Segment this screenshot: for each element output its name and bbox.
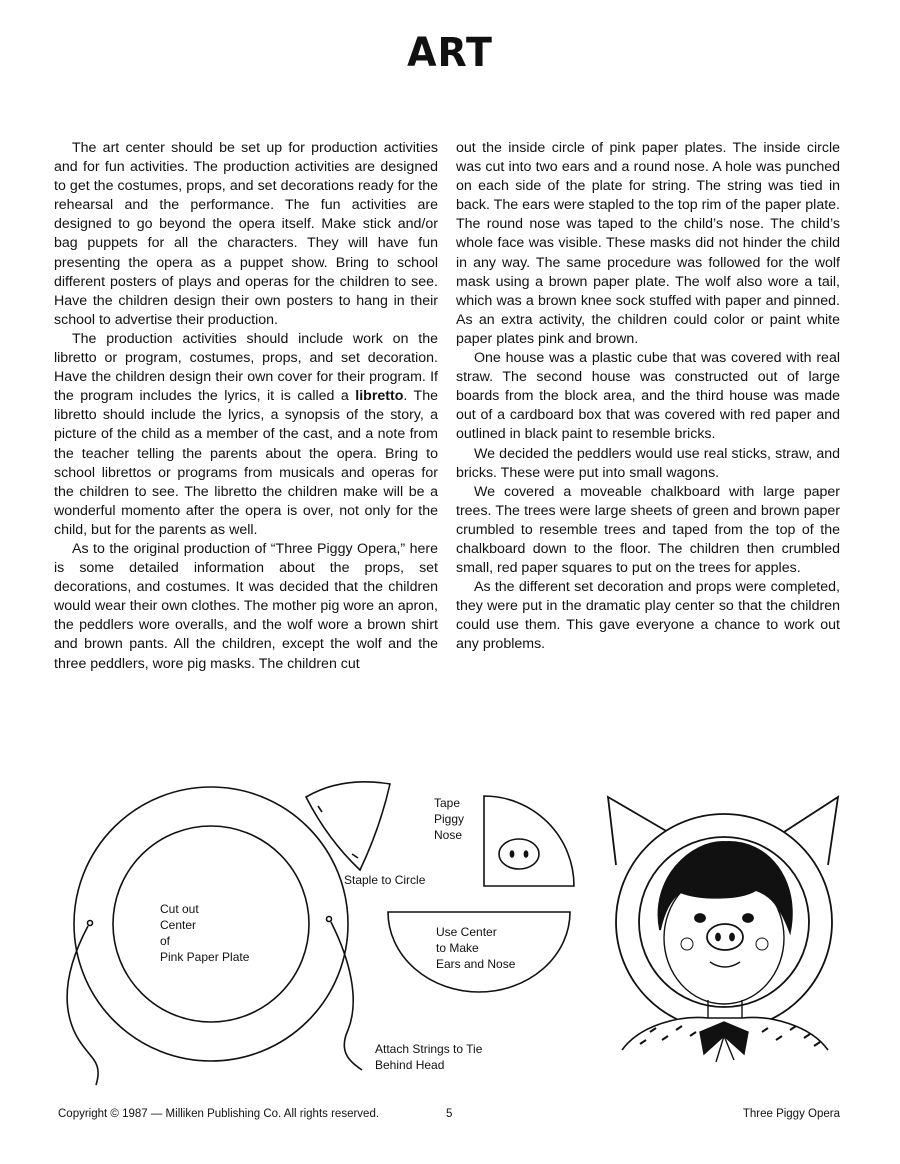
paragraph-text: . The libretto should include the lyrics, a synopsis of the story, a picture of the child as a member of the cast, and a note from the teacher telling the parents about the opera. Bring to school librettos or programs from musicals and operas for the children to see. The libretto the children make will be a wonderful momento after the opera is over, not only for the child, but for the parents as well. [54, 388, 438, 538]
piggy-nose-icon [499, 839, 539, 869]
plate-inner-circle [113, 826, 309, 1022]
center-label-line: Use Center [436, 925, 497, 939]
pig-nose-icon [707, 924, 743, 950]
right-column [456, 139, 840, 655]
footer-copyright: Copyright © 1987 — Milliken Publishing Co. All rights reserved. [58, 1108, 380, 1120]
paragraph: One house was a plastic cube that was covered with real straw. The second house was constructed out of large boards from the block area, and the third house was made out of a cardboard box that was covered with red paper and outlined in black paint to resemble bricks. [456, 350, 840, 443]
paragraph: We covered a moveable chalkboard with large paper trees. The trees were large sheets of green and brown paper crumbled to resemble trees and taped from the top of the chalkboard down to the floor. The children then crumbled small, red paper squares to put on the trees for apples. [456, 483, 840, 577]
footer-book-title: Three Piggy Opera [742, 1108, 840, 1120]
paragraph: The art center should be set up for production activities and for fun activities. The production activities are designed to get the costumes, props, and set decorations ready for the rehearsal and the performance. The fun activities are designed to go beyond the opera itself. Make stick and/or bag puppets for all the characters. They will have fun presenting the opera as a puppet show. Bring to school different posters of plays and operas for the children to see. Have the children design their own posters to hang in their school to advertise their production. [54, 140, 438, 328]
tape-label-line: Tape [434, 796, 461, 810]
pig-mask-illustration [0, 770, 900, 1100]
tape-label-line: Piggy [434, 812, 465, 826]
plate-label-line: of [160, 934, 171, 948]
plate-label-line: Pink Paper Plate [160, 950, 250, 964]
left-column [54, 139, 438, 674]
hole-left-icon [88, 921, 93, 926]
page-number: 5 [446, 1108, 453, 1120]
strings-label-line: Attach Strings to Tie [375, 1042, 483, 1056]
nose-piece [484, 796, 574, 886]
paragraph: As to the original production of “Three Piggy Opera,” here is some detailed information about the props, set decorations, and costumes. It was decided that the children would wear their own clothes. The mother pig wore an apron, the peddlers wore overalls, and the wolf wore a brown shirt and brown pants. All the children, except the wolf and the three peddlers, wore pig masks. The children cut [54, 540, 438, 672]
hole-right-icon [327, 917, 332, 922]
paragraph: out the inside circle of pink paper plates. The inside circle was cut into two ears and a round nose. A hole was punched on each side of the plate for string. The string was tied in back. The ears were stapled to the top rim of the paper plate. The round nose was taped to the child’s nose. The child’s whole face was visible. These masks did not hinder the child in any way. The same procedure was followed for the wolf mask using a brown paper plate. The wolf also wore a tail, which was a brown knee sock stuffed with paper and pinned. As an extra activity, the children could color or paint white paper plates pink and brown. [456, 140, 840, 347]
paragraph [54, 330, 438, 540]
center-label-line: to Make [436, 941, 479, 955]
paragraph-text: The production activities should include work on the libretto or program, costumes, props, and set decoration. Have the children design their own cover for their program. If the program includes the lyrics, it is called a [54, 330, 438, 405]
staple-label: Staple to Circle [344, 873, 426, 887]
string-left [67, 926, 98, 1085]
paper-plate-diagram [67, 787, 362, 1085]
bold-term-libretto: libretto [355, 388, 404, 405]
page-title: ART [407, 30, 493, 76]
paragraph: We decided the peddlers would use real sticks, straw, and bricks. These were put into small wagons. [456, 445, 840, 481]
center-label-line: Ears and Nose [436, 957, 516, 971]
tape-label-line: Nose [434, 828, 463, 842]
plate-outer-rim [74, 787, 348, 1061]
strings-label-line: Behind Head [375, 1058, 445, 1072]
center-half-circle [388, 912, 570, 992]
plate-label-line: Center [160, 918, 197, 932]
paragraph: As the different set decoration and props were completed, they were put in the dramatic play center so that the children could use them. This gave everyone a chance to work out any problems. [456, 579, 840, 653]
child-in-pig-mask [608, 797, 838, 1062]
plate-label-line: Cut out [160, 902, 199, 916]
ear-piece [306, 782, 390, 870]
